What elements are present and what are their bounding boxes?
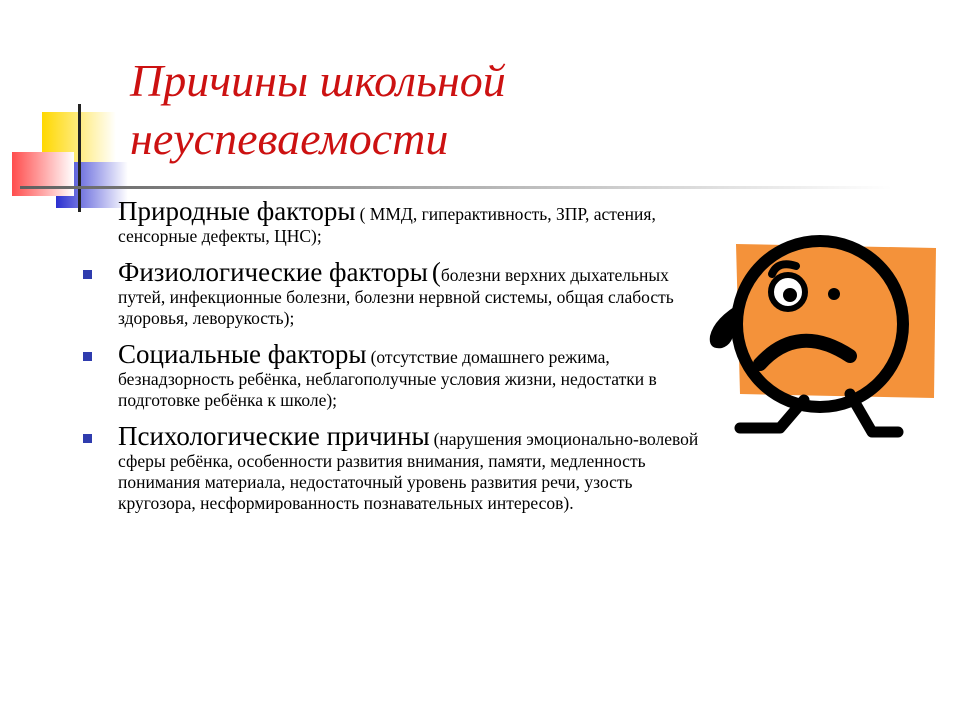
slide-title-line-2: неуспеваемости xyxy=(130,113,449,164)
sad-face-illustration xyxy=(700,232,945,462)
factor-details: (отсутствие домашнего режима, безнадзорность ребёнка, неблагополучные условия жизни, недостатки в подготовке ребёнка к школе); xyxy=(118,347,657,410)
factor-heading: Социальные факторы xyxy=(118,339,367,369)
list-item xyxy=(80,257,710,329)
factor-details: (нарушения эмоционально-волевой сферы ребёнка, особенности развития внимания, памяти, медленность понимания материала, недостаточный уровень развития речи, узость кругозора, несформированность познавательных интересов). xyxy=(118,429,699,513)
bullet-square xyxy=(83,434,92,443)
slide-title xyxy=(130,52,690,168)
deco-horizontal-line xyxy=(20,186,892,189)
factor-list xyxy=(80,196,710,524)
right-eye xyxy=(828,288,840,300)
factor-heading: Психологические причины xyxy=(118,421,430,451)
left-leg xyxy=(740,400,804,428)
bullet-square xyxy=(83,270,92,279)
factor-open-paren: ( xyxy=(431,257,441,287)
bullet-square xyxy=(83,352,92,361)
factor-details: ( ММД, гиперактивность, ЗПР, астения, сенсорные дефекты, ЦНС); xyxy=(118,204,656,246)
factor-details: болезни верхних дыхательных путей, инфекционные болезни, болезни нервной системы, общая слабость здоровья, леворукость); xyxy=(118,265,674,328)
list-item xyxy=(80,421,710,514)
list-item xyxy=(80,339,710,411)
factor-heading: Физиологические факторы xyxy=(118,257,428,287)
slide-title-line-1: Причины школьной xyxy=(130,55,506,106)
pupil xyxy=(783,288,797,302)
right-leg xyxy=(850,394,898,432)
factor-heading: Природные факторы xyxy=(118,196,356,226)
list-item xyxy=(80,196,710,247)
deco-red-square xyxy=(12,152,74,196)
